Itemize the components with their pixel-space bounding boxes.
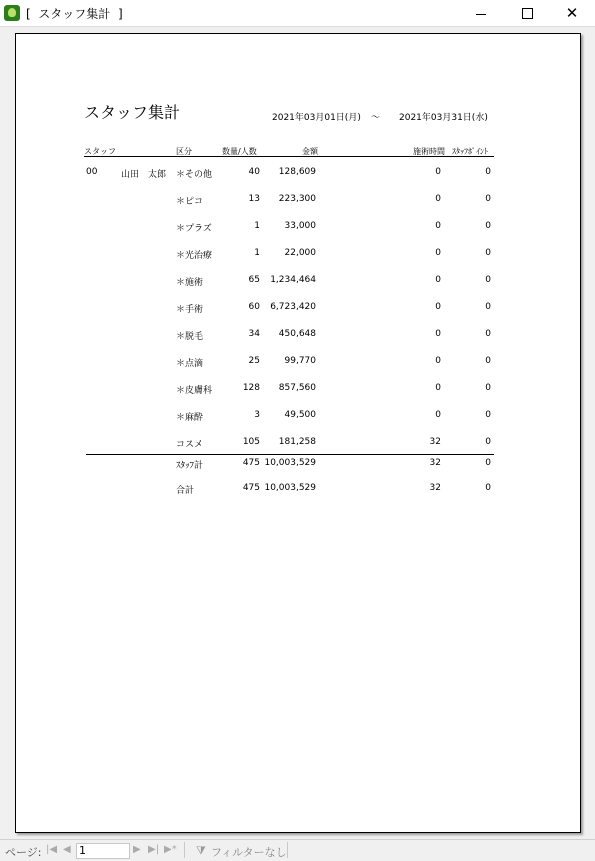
row-staff-points: 0 <box>485 410 491 420</box>
grand-total-time: 32 <box>429 483 441 493</box>
row-qty: 13 <box>248 194 260 204</box>
period-to: 2021年03月31日(水) <box>399 113 488 123</box>
header-treat-time: 施術時間 <box>413 147 445 156</box>
maximize-button[interactable] <box>504 0 550 26</box>
row-amount: 450,648 <box>278 329 316 339</box>
staff-name: 山田 太郎 <box>121 170 167 180</box>
row-staff-points: 0 <box>485 221 491 231</box>
row-qty: 1 <box>254 248 260 258</box>
row-qty: 128 <box>242 383 260 393</box>
row-category: ＊麻酔 <box>176 413 204 423</box>
row-qty: 25 <box>248 356 260 366</box>
staff-total-qty: 475 <box>242 458 260 468</box>
maximize-icon <box>522 8 533 19</box>
row-staff-points: 0 <box>485 329 491 339</box>
row-amount: 1,234,464 <box>270 275 316 285</box>
row-treat-time: 0 <box>435 356 441 366</box>
row-category: ＊手術 <box>176 305 204 315</box>
report-title: スタッフ集計 <box>84 103 181 122</box>
row-treat-time: 0 <box>435 221 441 231</box>
row-amount: 128,609 <box>278 167 316 177</box>
row-staff-points: 0 <box>485 194 491 204</box>
row-staff-points: 0 <box>485 437 491 447</box>
row-category: ＊プラズ <box>176 224 212 234</box>
grand-total-amount: 10,003,529 <box>264 483 316 493</box>
staff-total-label: ｽﾀｯﾌ計 <box>176 461 204 471</box>
row-treat-time: 0 <box>435 194 441 204</box>
row-qty: 40 <box>248 167 260 177</box>
row-category: コスメ <box>176 440 204 450</box>
staff-total-amount: 10,003,529 <box>264 458 316 468</box>
close-button[interactable] <box>549 0 595 26</box>
new-record-button[interactable]: ▶* <box>164 844 177 855</box>
row-staff-points: 0 <box>485 302 491 312</box>
row-category: ＊施術 <box>176 278 204 288</box>
staff-code: 00 <box>86 167 98 177</box>
last-page-button[interactable]: ▶| <box>148 844 160 855</box>
row-staff-points: 0 <box>485 248 491 258</box>
row-category: ＊皮膚科 <box>176 386 213 396</box>
row-treat-time: 0 <box>435 410 441 420</box>
filter-icon: ⧩ <box>196 844 206 857</box>
page-label: ページ: <box>5 846 42 859</box>
header-staff-points: ｽﾀｯﾌﾎﾟｲﾝﾄ <box>452 147 488 156</box>
row-staff-points: 0 <box>485 275 491 285</box>
window-titlebar <box>0 0 595 27</box>
report-preview-viewport[interactable] <box>0 27 595 839</box>
row-qty: 60 <box>248 302 260 312</box>
grand-total-points: 0 <box>485 483 491 493</box>
prev-page-button[interactable]: ◀ <box>63 844 71 855</box>
row-treat-time: 0 <box>435 383 441 393</box>
first-page-button[interactable]: |◀ <box>46 844 58 855</box>
row-staff-points: 0 <box>485 383 491 393</box>
grand-total-qty: 475 <box>242 483 260 493</box>
app-icon <box>4 5 20 21</box>
statusbar-divider <box>184 842 185 858</box>
row-amount: 33,000 <box>284 221 316 231</box>
row-treat-time: 0 <box>435 329 441 339</box>
subtotal-rule <box>86 454 494 455</box>
staff-total-points: 0 <box>485 458 491 468</box>
row-category: ＊その他 <box>176 170 213 180</box>
row-category: ＊光治療 <box>176 251 213 261</box>
row-amount: 6,723,420 <box>270 302 316 312</box>
row-category: ＊ピコ <box>176 197 204 207</box>
row-qty: 65 <box>248 275 260 285</box>
row-qty: 1 <box>254 221 260 231</box>
header-category: 区分 <box>176 147 192 156</box>
next-page-button[interactable]: ▶ <box>133 844 141 855</box>
row-qty: 34 <box>248 329 260 339</box>
window-title: [ スタッフ集計 ] <box>26 7 123 21</box>
row-treat-time: 0 <box>435 275 441 285</box>
record-navigation-bar <box>0 839 595 861</box>
row-category: ＊脱毛 <box>176 332 204 342</box>
grand-total-label: 合計 <box>176 486 195 496</box>
period-from: 2021年03月01日(月) <box>272 113 361 123</box>
row-treat-time: 0 <box>435 302 441 312</box>
page-number-input[interactable]: 1 <box>76 843 130 859</box>
row-amount: 49,500 <box>284 410 316 420</box>
statusbar-divider <box>287 842 288 858</box>
header-qty: 数量/人数 <box>222 147 257 156</box>
row-amount: 22,000 <box>284 248 316 258</box>
header-staff: スタッフ <box>84 147 116 156</box>
row-amount: 223,300 <box>278 194 316 204</box>
row-qty: 105 <box>242 437 260 447</box>
row-staff-points: 0 <box>485 356 491 366</box>
row-treat-time: 0 <box>435 248 441 258</box>
row-category: ＊点滴 <box>176 359 204 369</box>
filter-status[interactable]: フィルターなし <box>211 846 287 859</box>
row-amount: 857,560 <box>278 383 316 393</box>
row-qty: 3 <box>254 410 260 420</box>
staff-total-time: 32 <box>429 458 441 468</box>
row-treat-time: 32 <box>429 437 441 447</box>
row-treat-time: 0 <box>435 167 441 177</box>
close-icon: ✕ <box>565 3 579 22</box>
report-page <box>15 33 581 833</box>
row-amount: 181,258 <box>278 437 316 447</box>
header-amount: 金額 <box>302 147 318 156</box>
minimize-icon <box>476 14 486 15</box>
header-rule <box>84 156 494 157</box>
period-separator: ～ <box>371 113 381 123</box>
minimize-button[interactable] <box>458 0 504 26</box>
row-amount: 99,770 <box>284 356 316 366</box>
row-staff-points: 0 <box>485 167 491 177</box>
